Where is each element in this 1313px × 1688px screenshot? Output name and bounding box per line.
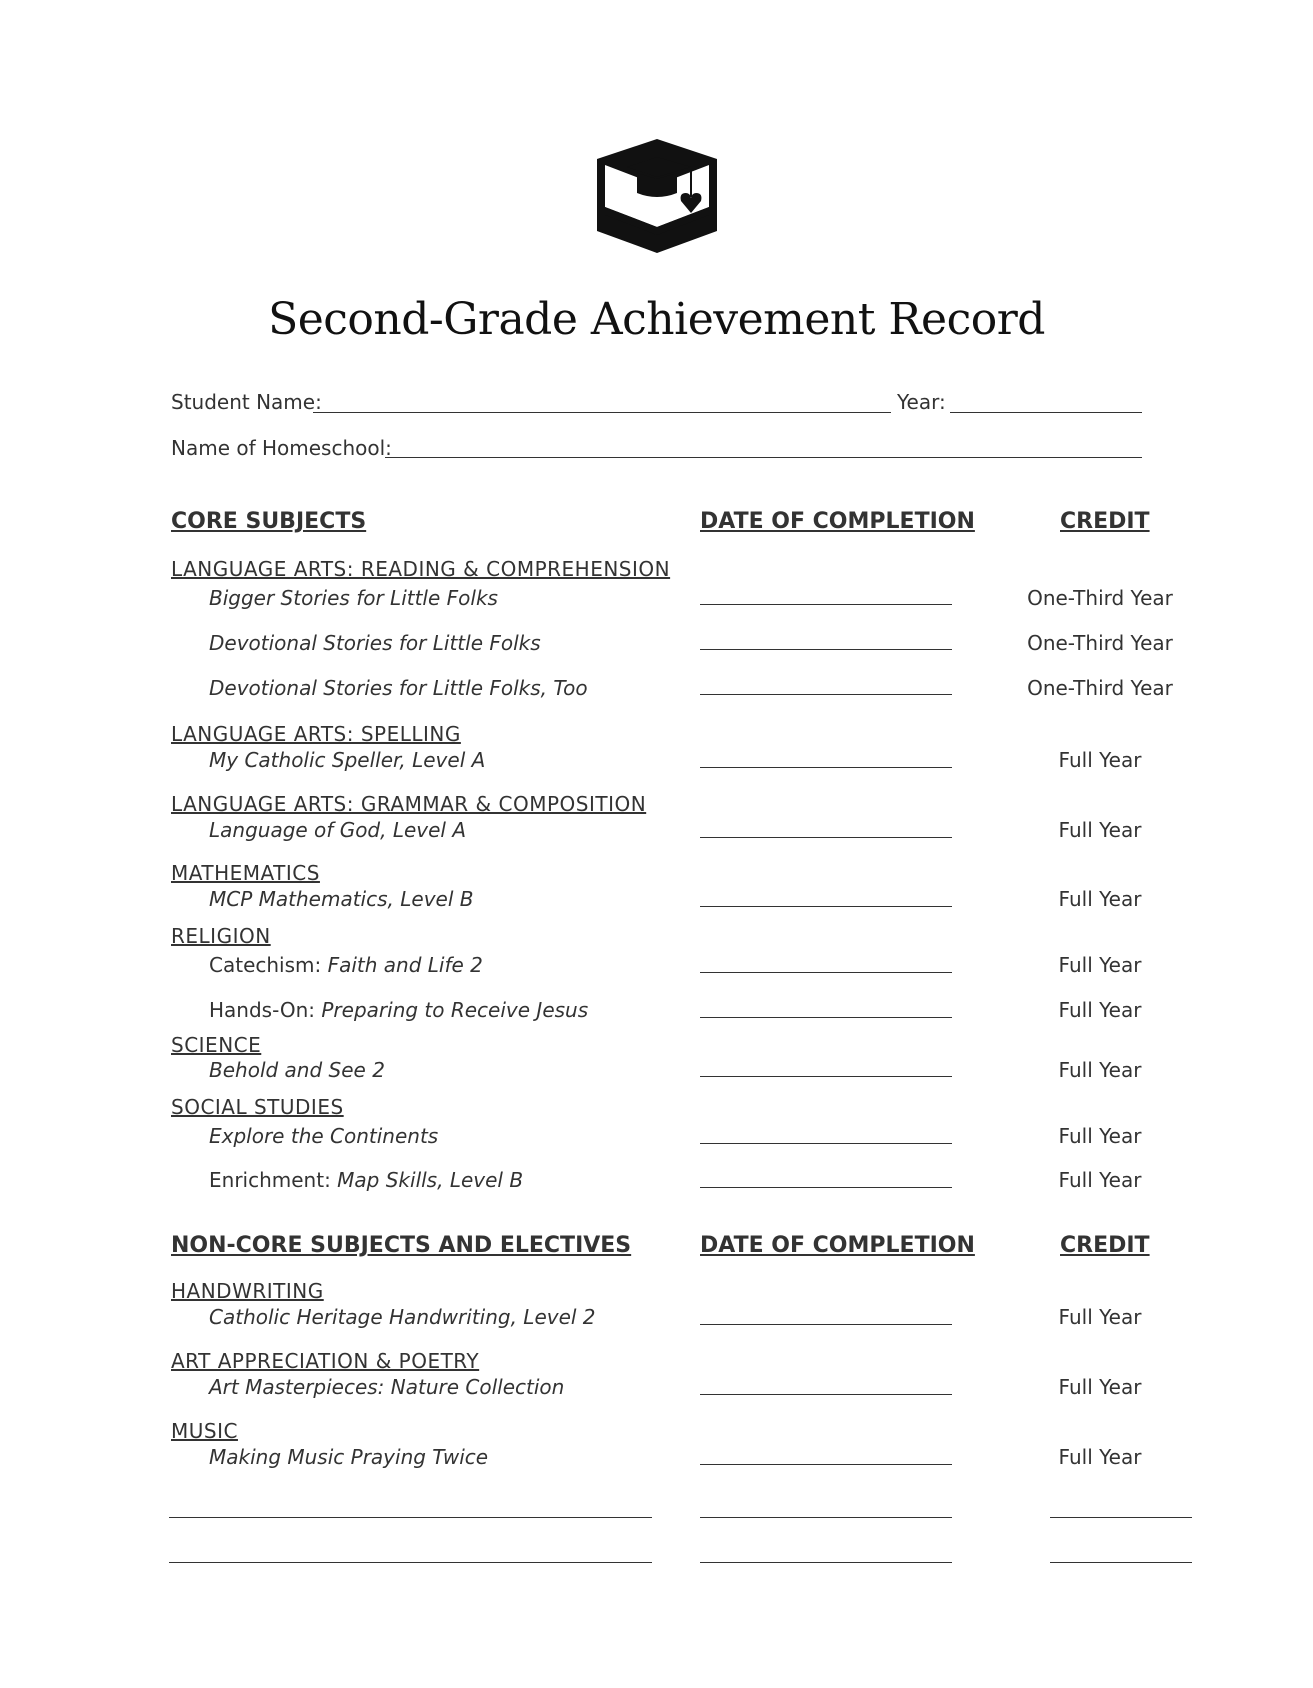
- list-item: [209, 887, 473, 911]
- year-line[interactable]: [950, 412, 1142, 413]
- student-name-label: Student Name:: [171, 390, 322, 414]
- item-prefix: Catechism:: [209, 953, 328, 977]
- list-item: [209, 1168, 523, 1192]
- date-line[interactable]: [700, 1076, 952, 1077]
- blank-date-line[interactable]: [700, 1562, 952, 1563]
- blank-credit-line[interactable]: [1050, 1517, 1192, 1518]
- category-art: ART APPRECIATION & POETRY: [171, 1349, 480, 1373]
- date-line[interactable]: [700, 767, 952, 768]
- credit-value: Full Year: [1058, 998, 1142, 1022]
- blank-subject-line[interactable]: [169, 1517, 652, 1518]
- category-spelling: LANGUAGE ARTS: SPELLING: [171, 722, 461, 746]
- category-handwriting: HANDWRITING: [171, 1279, 324, 1303]
- date-line[interactable]: [700, 837, 952, 838]
- credit-value: Full Year: [1058, 1124, 1142, 1148]
- credit-value: One-Third Year: [1027, 631, 1173, 655]
- list-item: [209, 1305, 596, 1329]
- category-music: MUSIC: [171, 1419, 238, 1443]
- date-line[interactable]: [700, 1017, 952, 1018]
- student-name-line[interactable]: [313, 412, 891, 413]
- date-line[interactable]: [700, 1464, 952, 1465]
- graduation-cap-logo-icon: [593, 135, 721, 265]
- date-line[interactable]: [700, 694, 952, 695]
- date-line[interactable]: [700, 972, 952, 973]
- blank-date-line[interactable]: [700, 1517, 952, 1518]
- credit-value: Full Year: [1058, 1305, 1142, 1329]
- core-subjects-header: CORE SUBJECTS: [171, 509, 367, 534]
- list-item: [209, 586, 498, 610]
- credit-value: Full Year: [1058, 748, 1142, 772]
- credit-value: Full Year: [1058, 818, 1142, 842]
- date-of-completion-header: DATE OF COMPLETION: [700, 509, 975, 534]
- item-title: Art Masterpieces: Nature Collection: [209, 1375, 565, 1399]
- category-reading: LANGUAGE ARTS: READING & COMPREHENSION: [171, 557, 671, 581]
- homeschool-line[interactable]: [385, 457, 1142, 458]
- page-title: Second-Grade Achievement Record: [268, 294, 1045, 345]
- list-item: [209, 676, 588, 700]
- list-item: [209, 1124, 438, 1148]
- item-title: Preparing to Receive Jesus: [321, 998, 589, 1022]
- year-label: Year:: [897, 390, 946, 414]
- credit-value: Full Year: [1058, 953, 1142, 977]
- item-title: Behold and See 2: [209, 1058, 385, 1082]
- item-title: Map Skills, Level B: [337, 1168, 524, 1192]
- item-title: Bigger Stories for Little Folks: [209, 586, 498, 610]
- credit-header: CREDIT: [1060, 1233, 1150, 1258]
- list-item: [209, 998, 588, 1022]
- blank-credit-line[interactable]: [1050, 1562, 1192, 1563]
- credit-value: Full Year: [1058, 1168, 1142, 1192]
- credit-value: Full Year: [1058, 887, 1142, 911]
- item-prefix: Hands-On:: [209, 998, 322, 1022]
- list-item: [209, 631, 541, 655]
- item-prefix: Enrichment:: [209, 1168, 338, 1192]
- date-line[interactable]: [700, 1143, 952, 1144]
- category-social-studies: SOCIAL STUDIES: [171, 1095, 344, 1119]
- item-title: Faith and Life 2: [327, 953, 483, 977]
- item-title: Language of God, Level A: [209, 818, 467, 842]
- date-line[interactable]: [700, 906, 952, 907]
- credit-value: One-Third Year: [1027, 676, 1173, 700]
- list-item: [209, 1445, 488, 1469]
- date-line[interactable]: [700, 1394, 952, 1395]
- date-line[interactable]: [700, 1187, 952, 1188]
- item-title: Explore the Continents: [209, 1124, 439, 1148]
- category-religion: RELIGION: [171, 924, 271, 948]
- list-item: [209, 1375, 564, 1399]
- date-of-completion-header: DATE OF COMPLETION: [700, 1233, 975, 1258]
- category-math: MATHEMATICS: [171, 861, 320, 885]
- item-title: MCP Mathematics, Level B: [209, 887, 474, 911]
- category-science: SCIENCE: [171, 1033, 262, 1057]
- list-item: [209, 1058, 385, 1082]
- homeschool-label: Name of Homeschool:: [171, 436, 392, 460]
- item-title: Making Music Praying Twice: [209, 1445, 489, 1469]
- date-line[interactable]: [700, 649, 952, 650]
- noncore-subjects-header: NON-CORE SUBJECTS AND ELECTIVES: [171, 1233, 632, 1258]
- list-item: [209, 953, 483, 977]
- credit-value: Full Year: [1058, 1445, 1142, 1469]
- blank-subject-line[interactable]: [169, 1562, 652, 1563]
- credit-value: Full Year: [1058, 1058, 1142, 1082]
- list-item: [209, 818, 466, 842]
- item-title: Catholic Heritage Handwriting, Level 2: [209, 1305, 596, 1329]
- item-title: Devotional Stories for Little Folks, Too: [209, 676, 588, 700]
- date-line[interactable]: [700, 1324, 952, 1325]
- credit-header: CREDIT: [1060, 509, 1150, 534]
- item-title: Devotional Stories for Little Folks: [209, 631, 541, 655]
- category-grammar: LANGUAGE ARTS: GRAMMAR & COMPOSITION: [171, 792, 647, 816]
- credit-value: Full Year: [1058, 1375, 1142, 1399]
- date-line[interactable]: [700, 604, 952, 605]
- list-item: [209, 748, 485, 772]
- credit-value: One-Third Year: [1027, 586, 1173, 610]
- item-title: My Catholic Speller, Level A: [209, 748, 486, 772]
